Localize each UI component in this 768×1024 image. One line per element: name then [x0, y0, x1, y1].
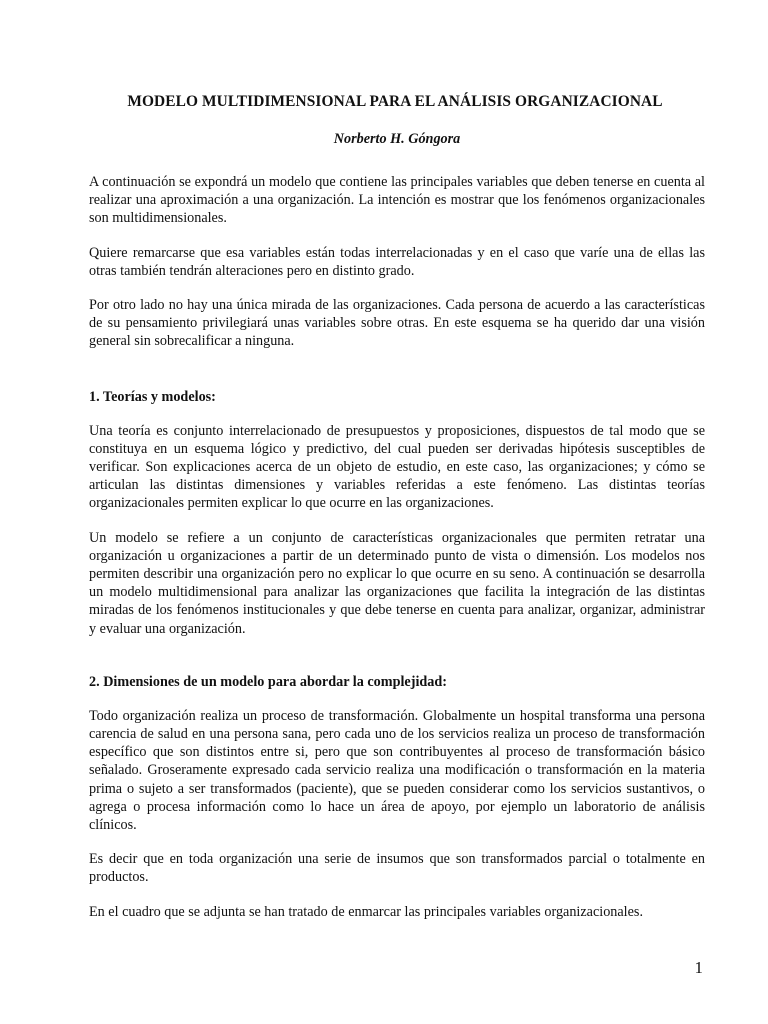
page-number: 1	[694, 958, 703, 977]
section-paragraph: Una teoría es conjunto interrelacionado de presupuestos y proposiciones, dispuestos de tal modo que se constituya en un esquema lógico y predictivo, del cual pueden ser derivadas hipótesis susceptibles de verificar. Son explicaciones acerca de un objeto de estudio, en este caso, las organizaciones; y cómo se articulan las distintas dimensiones y variables referidas a este fenómeno. Las distintas teorías organizacionales permiten explicar lo que ocurre en las organizaciones.	[89, 422, 705, 512]
section-paragraph: Es decir que en toda organización una serie de insumos que son transformados parcial o totalmente en productos.	[89, 851, 705, 886]
intro-paragraph: Quiere remarcarse que esa variables están todas interrelacionadas y en el caso que varíe una de ellas las otras también tendrán alteraciones pero en distinto grado.	[89, 244, 705, 279]
intro-paragraph: A continuación se expondrá un modelo que contiene las principales variables que deben tenerse en cuenta al realizar una aproximación a una organización. La intención es mostrar que los fenómenos organizacionales son multidimensionales.	[89, 174, 705, 227]
section-heading-dimensiones: 2. Dimensiones de un modelo para abordar la complejidad:	[89, 673, 447, 690]
document-title: MODELO MULTIDIMENSIONAL PARA EL ANÁLISIS ORGANIZACIONAL	[127, 93, 663, 110]
section-paragraph: Un modelo se refiere a un conjunto de características organizacionales que permiten retratar una organización u organizaciones a partir de un determinado punto de vista o dimensión. Los modelos nos permiten describir una organización pero no explicar lo que ocurre en su seno. A continuación se desarrolla un modelo multidimensional para analizar las organizaciones que facilita la integración de las distintas miradas de los fenómenos institucionales y que debe tenerse en cuenta para analizar, organizar, administrar y evaluar una organización.	[89, 529, 705, 637]
section-paragraph: Todo organización realiza un proceso de transformación. Globalmente un hospital transforma una persona carencia de salud en una persona sana, pero cada uno de los servicios realiza un proceso de transformación específico que son distintos entre si, pero que son contribuyentes al proceso de transformación básico señalado. Groseramente expresado cada servicio realiza una modificación o transformación en la materia prima o sujeto a ser transformados (paciente), que se pueden considerar como los servicios sustantivos, o agrega o procesa información como lo hace un área de apoyo, por ejemplo un laboratorio de análisis clínicos.	[89, 707, 705, 834]
section-heading-teorias: 1. Teorías y modelos:	[89, 388, 216, 405]
author-name: Norberto H. Góngora	[333, 131, 461, 147]
intro-paragraph: Por otro lado no hay una única mirada de las organizaciones. Cada persona de acuerdo a las características de su pensamiento privilegiará unas variables sobre otras. En este esquema se ha querido dar una visión general sin sobrecalificar a ninguna.	[89, 297, 705, 350]
section-paragraph: En el cuadro que se adjunta se han tratado de enmarcar las principales variables organizacionales.	[89, 903, 643, 920]
